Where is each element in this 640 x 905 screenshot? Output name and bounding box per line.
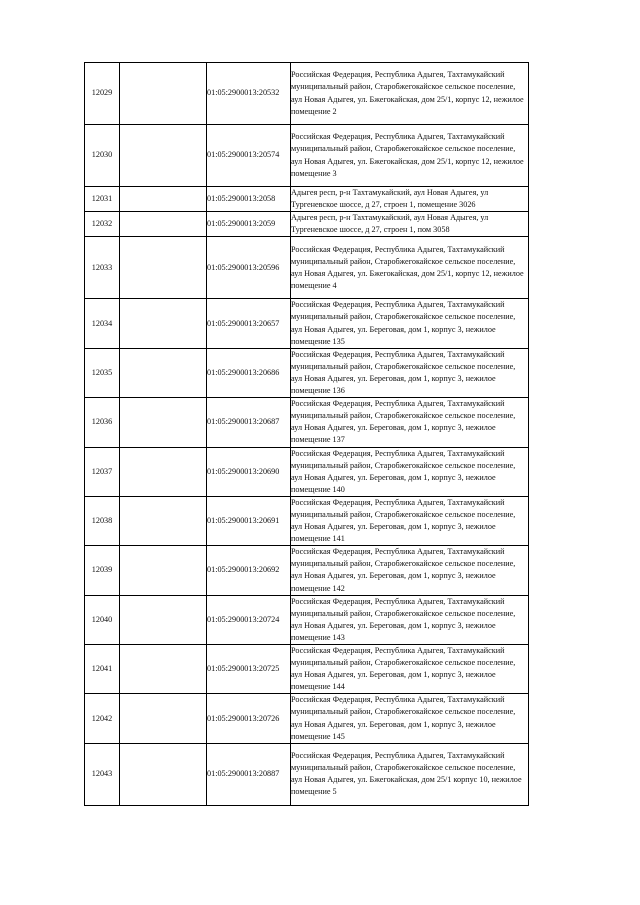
row-number-cell: 12043	[85, 743, 120, 805]
table-row	[85, 595, 529, 644]
table-row	[85, 496, 529, 545]
empty-cell	[120, 187, 207, 212]
cadastral-number-cell: 01:05:2900013:20657	[207, 299, 291, 348]
cadastral-number-cell: 01:05:2900013:20687	[207, 398, 291, 447]
cadastral-number-cell: 01:05:2900013:20574	[207, 125, 291, 187]
row-number-cell: 12042	[85, 694, 120, 743]
cadastral-number-cell: 01:05:2900013:2059	[207, 212, 291, 237]
row-number-cell: 12031	[85, 187, 120, 212]
cadastral-number-cell: 01:05:2900013:20691	[207, 496, 291, 545]
address-cell: Российская Федерация, Республика Адыгея, Тахтамукайский муниципальный район, Старобжегокайское сельское поселение, аул Новая Адыгея, ул. Береговая, дом 1, корпус 3, нежилое помещение 140	[291, 447, 529, 496]
empty-cell	[120, 125, 207, 187]
row-number-cell: 12034	[85, 299, 120, 348]
address-cell: Российская Федерация, Республика Адыгея, Тахтамукайский муниципальный район, Старобжегокайское сельское поселение, аул Новая Адыгея, ул. Бжегокайская, дом 25/1, корпус 12, нежилое помещение 2	[291, 63, 529, 125]
cadastral-number-cell: 01:05:2900013:20690	[207, 447, 291, 496]
empty-cell	[120, 348, 207, 397]
empty-cell	[120, 63, 207, 125]
address-cell: Российская Федерация, Республика Адыгея, Тахтамукайский муниципальный район, Старобжегокайское сельское поселение, аул Новая Адыгея, ул. Береговая, дом 1, корпус 3, нежилое помещение 135	[291, 299, 529, 348]
address-cell: Российская Федерация, Республика Адыгея, Тахтамукайский муниципальный район, Старобжегокайское сельское поселение, аул Новая Адыгея, ул. Береговая, дом 1, корпус 3, нежилое помещение 142	[291, 546, 529, 595]
empty-cell	[120, 694, 207, 743]
cadastral-number-cell: 01:05:2900013:20725	[207, 645, 291, 694]
row-number-cell: 12033	[85, 237, 120, 299]
cadastral-number-cell: 01:05:2900013:20887	[207, 743, 291, 805]
address-cell: Российская Федерация, Республика Адыгея, Тахтамукайский муниципальный район, Старобжегокайское сельское поселение, аул Новая Адыгея, ул. Береговая, дом 1, корпус 3, нежилое помещение 137	[291, 398, 529, 447]
table-row	[85, 348, 529, 397]
empty-cell	[120, 645, 207, 694]
empty-cell	[120, 595, 207, 644]
row-number-cell: 12032	[85, 212, 120, 237]
address-cell: Российская Федерация, Республика Адыгея, Тахтамукайский муниципальный район, Старобжегокайское сельское поселение, аул Новая Адыгея, ул. Береговая, дом 1, корпус 3, нежилое помещение 143	[291, 595, 529, 644]
address-cell: Адыгея респ, р-н Тахтамукайский, аул Новая Адыгея, ул Тургеневское шоссе, д 27, строен 1, пом 3058	[291, 212, 529, 237]
table-row	[85, 645, 529, 694]
cadastral-number-cell: 01:05:2900013:20596	[207, 237, 291, 299]
cadastral-number-cell: 01:05:2900013:20686	[207, 348, 291, 397]
property-registry-table	[84, 62, 529, 806]
empty-cell	[120, 299, 207, 348]
row-number-cell: 12030	[85, 125, 120, 187]
table-row	[85, 63, 529, 125]
row-number-cell: 12035	[85, 348, 120, 397]
address-cell: Российская Федерация, Республика Адыгея, Тахтамукайский муниципальный район, Старобжегокайское сельское поселение, аул Новая Адыгея, ул. Береговая, дом 1, корпус 3, нежилое помещение 145	[291, 694, 529, 743]
row-number-cell: 12038	[85, 496, 120, 545]
address-cell: Российская Федерация, Республика Адыгея, Тахтамукайский муниципальный район, Старобжегокайское сельское поселение, аул Новая Адыгея, ул. Бжегокайская, дом 25/1, корпус 12, нежилое помещение 3	[291, 125, 529, 187]
row-number-cell: 12036	[85, 398, 120, 447]
row-number-cell: 12041	[85, 645, 120, 694]
table-row	[85, 743, 529, 805]
cadastral-number-cell: 01:05:2900013:2058	[207, 187, 291, 212]
row-number-cell: 12029	[85, 63, 120, 125]
address-cell: Российская Федерация, Республика Адыгея, Тахтамукайский муниципальный район, Старобжегокайское сельское поселение, аул Новая Адыгея, ул. Береговая, дом 1, корпус 3, нежилое помещение 136	[291, 348, 529, 397]
table-row	[85, 187, 529, 212]
cadastral-number-cell: 01:05:2900013:20724	[207, 595, 291, 644]
address-cell: Российская Федерация, Республика Адыгея, Тахтамукайский муниципальный район, Старобжегокайское сельское поселение, аул Новая Адыгея, ул. Береговая, дом 1, корпус 3, нежилое помещение 141	[291, 496, 529, 545]
address-cell: Адыгея респ, р-н Тахтамукайский, аул Новая Адыгея, ул Тургеневское шоссе, д 27, строен 1, помещение 3026	[291, 187, 529, 212]
address-cell: Российская Федерация, Республика Адыгея, Тахтамукайский муниципальный район, Старобжегокайское сельское поселение, аул Новая Адыгея, ул. Бжегокайская, дом 25/1 корпус 10, нежилое помещение 5	[291, 743, 529, 805]
empty-cell	[120, 237, 207, 299]
table-row	[85, 299, 529, 348]
table-row	[85, 237, 529, 299]
table-row	[85, 125, 529, 187]
empty-cell	[120, 496, 207, 545]
cadastral-number-cell: 01:05:2900013:20692	[207, 546, 291, 595]
table-row	[85, 212, 529, 237]
empty-cell	[120, 398, 207, 447]
cadastral-number-cell: 01:05:2900013:20532	[207, 63, 291, 125]
empty-cell	[120, 447, 207, 496]
empty-cell	[120, 212, 207, 237]
table-row	[85, 398, 529, 447]
empty-cell	[120, 546, 207, 595]
registry-table-body	[85, 63, 529, 806]
row-number-cell: 12039	[85, 546, 120, 595]
address-cell: Российская Федерация, Республика Адыгея, Тахтамукайский муниципальный район, Старобжегокайское сельское поселение, аул Новая Адыгея, ул. Береговая, дом 1, корпус 3, нежилое помещение 144	[291, 645, 529, 694]
cadastral-number-cell: 01:05:2900013:20726	[207, 694, 291, 743]
row-number-cell: 12037	[85, 447, 120, 496]
table-row	[85, 694, 529, 743]
row-number-cell: 12040	[85, 595, 120, 644]
table-row	[85, 546, 529, 595]
empty-cell	[120, 743, 207, 805]
address-cell: Российская Федерация, Республика Адыгея, Тахтамукайский муниципальный район, Старобжегокайское сельское поселение, аул Новая Адыгея, ул. Бжегокайская, дом 25/1, корпус 12, нежилое помещение 4	[291, 237, 529, 299]
table-row	[85, 447, 529, 496]
